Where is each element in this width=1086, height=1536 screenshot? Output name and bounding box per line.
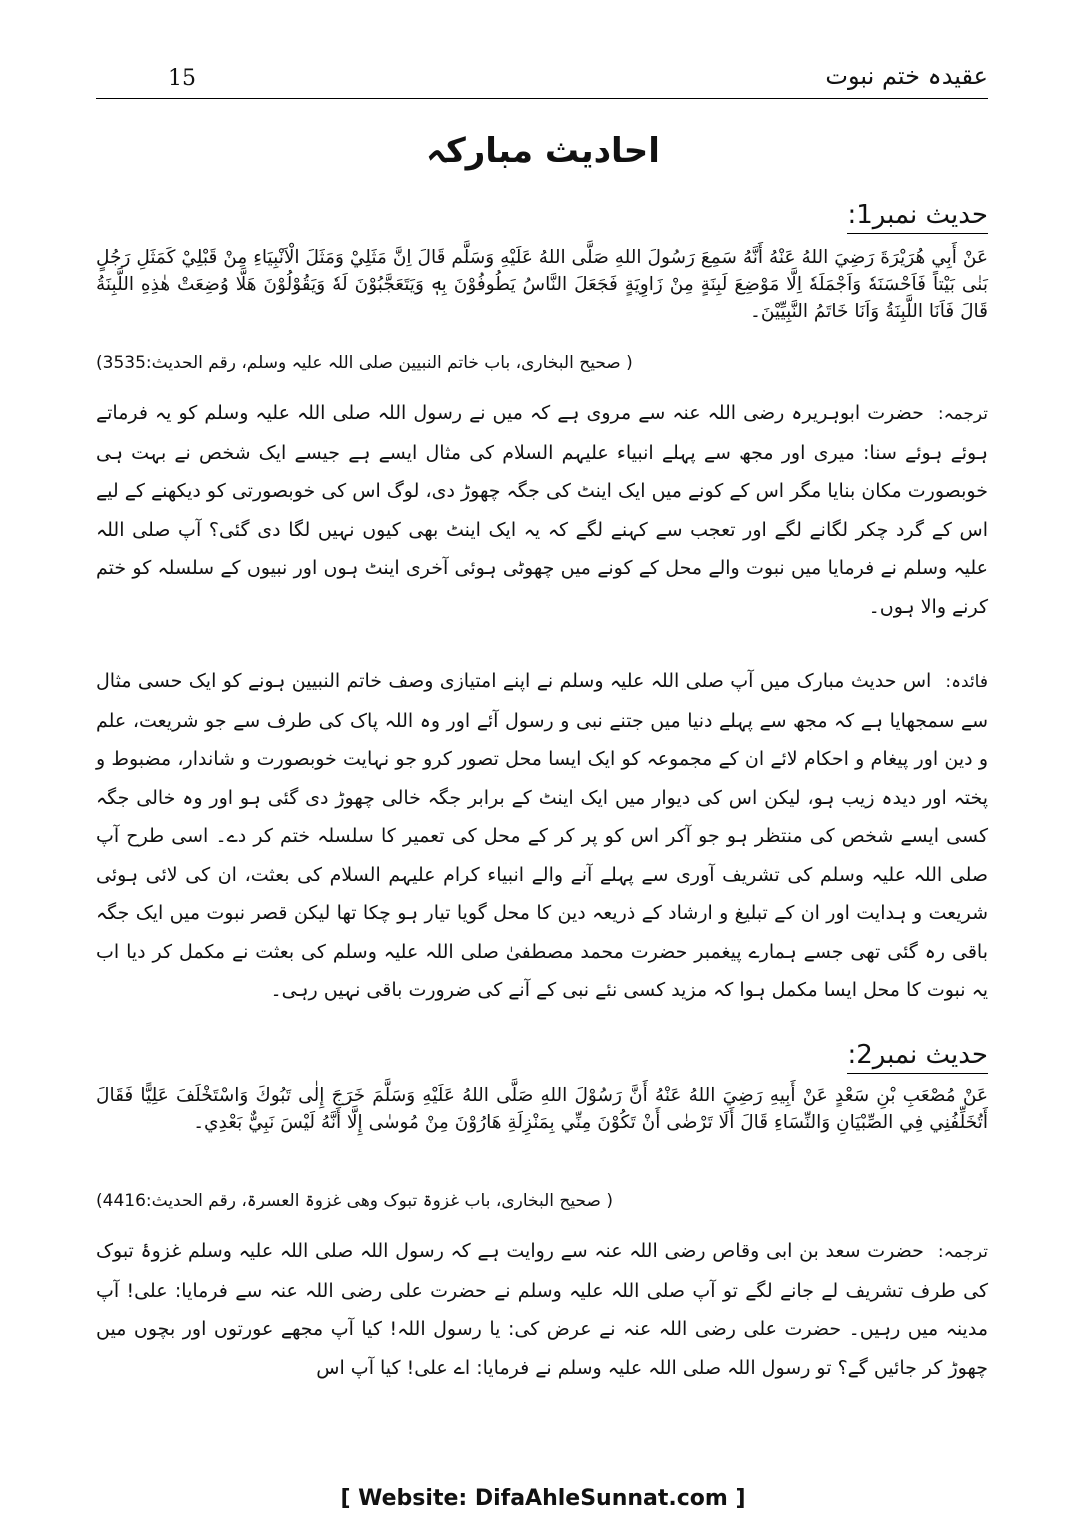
book-title: عقیدہ ختم نبوت (825, 62, 988, 90)
hadith1-benefit (96, 662, 988, 1010)
page-header (96, 62, 988, 98)
benefit-text: اس حدیث مبارک میں آپ صلی اللہ علیہ وسلم نے اپنے امتیازی وصف خاتم النبیین ہونے کو ایک حسی مثال سے سمجھایا ہے کہ مجھ سے پہلے دنیا میں جتنے نبی و رسول آئے اور وہ اللہ پاک کی طرف سے جو شریعت، علم و دین اور پیغام و احکام لائے ان کے مجموعہ کو ایک ایسا محل تصور کرو جو نہایت خوبصورت و شاندار، مضبوط و پختہ اور دیدہ زیب ہو، لیکن اس کی دیوار میں ایک اینٹ کے برابر جگہ خالی چھوڑ دی گئی ہو اور وہ خالی جگہ کسی ایسے شخص کی منتظر ہو جو آکر اس کو پر کر کے محل کی تعمیر کا سلسلہ ختم کر دے۔ اسی طرح آپ صلی اللہ علیہ وسلم کی تشریف آوری سے پہلے آنے والے انبیاء کرام علیہم السلام کی بعثت، ان کی لائی ہوئی شریعت و ہدایت اور ان کے تبلیغ و ارشاد کے ذریعہ دین کا محل گویا تیار ہو چکا تھا لیکن قصر نبوت میں ایک جگہ باقی رہ گئی تھی جسے ہمارے پیغمبر حضرت محمد مصطفیٰ صلی اللہ علیہ وسلم کی بعثت نے مکمل کر دیا اب یہ نبوت کا محل ایسا مکمل ہوا کہ مزید کسی نئے نبی کے آنے کی ضرورت باقی نہیں رہی۔ (96, 670, 988, 1001)
page-number: 15 (168, 66, 196, 91)
translation-text: حضرت سعد بن ابی وقاص رضی اللہ عنہ سے روایت ہے کہ رسول اللہ صلی اللہ علیہ وسلم غزوۂ تبوک کی طرف تشریف لے جانے لگے تو آپ صلی اللہ علیہ وسلم نے حضرت علی رضی اللہ عنہ سے فرمایا: علی! آپ مدینہ میں رہیں۔ حضرت علی رضی اللہ عنہ نے عرض کی: یا رسول اللہ! کیا آپ مجھے عورتوں اور بچوں میں چھوڑ کر جائیں گے؟ تو رسول اللہ صلی اللہ علیہ وسلم نے فرمایا: اے علی! کیا آپ اس (96, 1240, 988, 1379)
hadith2-arabic-text: عَنْ مُصْعَبِ بْنِ سَعْدٍ عَنْ أَبِيهِ رَضِيَ اللهُ عَنْهُ أَنَّ رَسُوْلَ اللهِ صَلَّى اللهُ عَلَيْهِ وَسَلَّمَ خَرَجَ إِلٰى تَبُوكَ وَاسْتَخْلَفَ عَلِيًّا فَقَالَ أَتُخَلِّفُنِي فِي الصِّبْيَانِ وَالنِّسَاءِ قَالَ أَلَا تَرْضٰى أَنْ تَكُوْنَ مِنِّي بِمَنْزِلَةِ هَارُوْنَ مِنْ مُوسٰى إِلَّا أَنَّهُ لَيْسَ نَبِيٌّ بَعْدِي۔ (96, 1085, 988, 1133)
translation-text: حضرت ابوہریرہ رضی اللہ عنہ سے مروی ہے کہ میں نے رسول اللہ صلی اللہ علیہ وسلم کو یہ فرماتے ہوئے ہوئے سنا: میری اور مجھ سے پہلے انبیاء علیہم السلام کی مثال ایسے ہے جیسے ایک شخص نے بہت ہی خوبصورت مکان بنایا مگر اس کے کونے میں ایک اینٹ کی جگہ چھوڑ دی، لوگ اس کی خوبصورتی کو دیکھنے کے لیے اس کے گرد چکر لگانے لگے اور تعجب سے کہنے لگے کہ یہ ایک اینٹ بھی کیوں نہیں لگا دی گئی؟ آپ صلی اللہ علیہ وسلم نے فرمایا میں نبوت والے محل کے کونے میں چھوٹی ہوئی آخری اینٹ ہوں اور نبیوں کے سلسلہ کو ختم کرنے والا ہوں۔ (96, 402, 988, 618)
benefit-label: فائدہ: (945, 672, 988, 692)
page-title: احادیث مبارکہ (426, 131, 660, 171)
hadith1-reference: ( صحیح البخاری، باب خاتم النبیین صلی اللہ علیہ وسلم، رقم الحدیث:3535) (96, 353, 633, 373)
website-footer: [ Website: DifaAhleSunnat.com ] (340, 1486, 746, 1511)
translation-label: ترجمہ: (937, 1242, 988, 1262)
hadith2-reference: ( صحیح البخاری، باب غزوۃ تبوک وھی غزوۃ العسرۃ، رقم الحدیث:4416) (96, 1191, 613, 1211)
hadith1-heading: حدیث نمبر1: (847, 200, 988, 234)
hadith2-heading: حدیث نمبر2: (847, 1040, 988, 1074)
hadith2-translation (96, 1232, 988, 1387)
hadith1-arabic-text: عَنْ أَبِي هُرَيْرَةَ رَضِيَ اللهُ عَنْهُ أَنَّهُ سَمِعَ رَسُولَ اللهِ صَلَّى اللهُ عَلَيْهِ وَسَلَّم قَالَ اِنَّ مَثَلِيْ وَمَثَلَ الْاَنْبِيَاءِ مِنْ قَبْلِيْ كَمَثَلِ رَجُلٍ بَنٰى بَيْتاً فَاَحْسَنَهٗ وَاَجْمَلَهٗ اِلَّا مَوْضِعَ لَبِنَةٍ مِنْ زَاوِيَةٍ فَجَعَلَ النَّاسُ يَطُوفُوْنَ بِهٖ وَيَتَعَجَّبُوْنَ لَهٗ وَيَقُوْلُوْنَ هَلَّا وُضِعَتْ هٰذِهِ اللَّبِنَةُ قَالَ فَاَنَا اللَّبِنَةُ وَاَنَا خَاتَمُ النَّبِيِّيْنَ۔ (96, 247, 988, 322)
header-rule (96, 98, 988, 99)
translation-label: ترجمہ: (937, 404, 988, 424)
hadith1-translation (96, 394, 988, 626)
